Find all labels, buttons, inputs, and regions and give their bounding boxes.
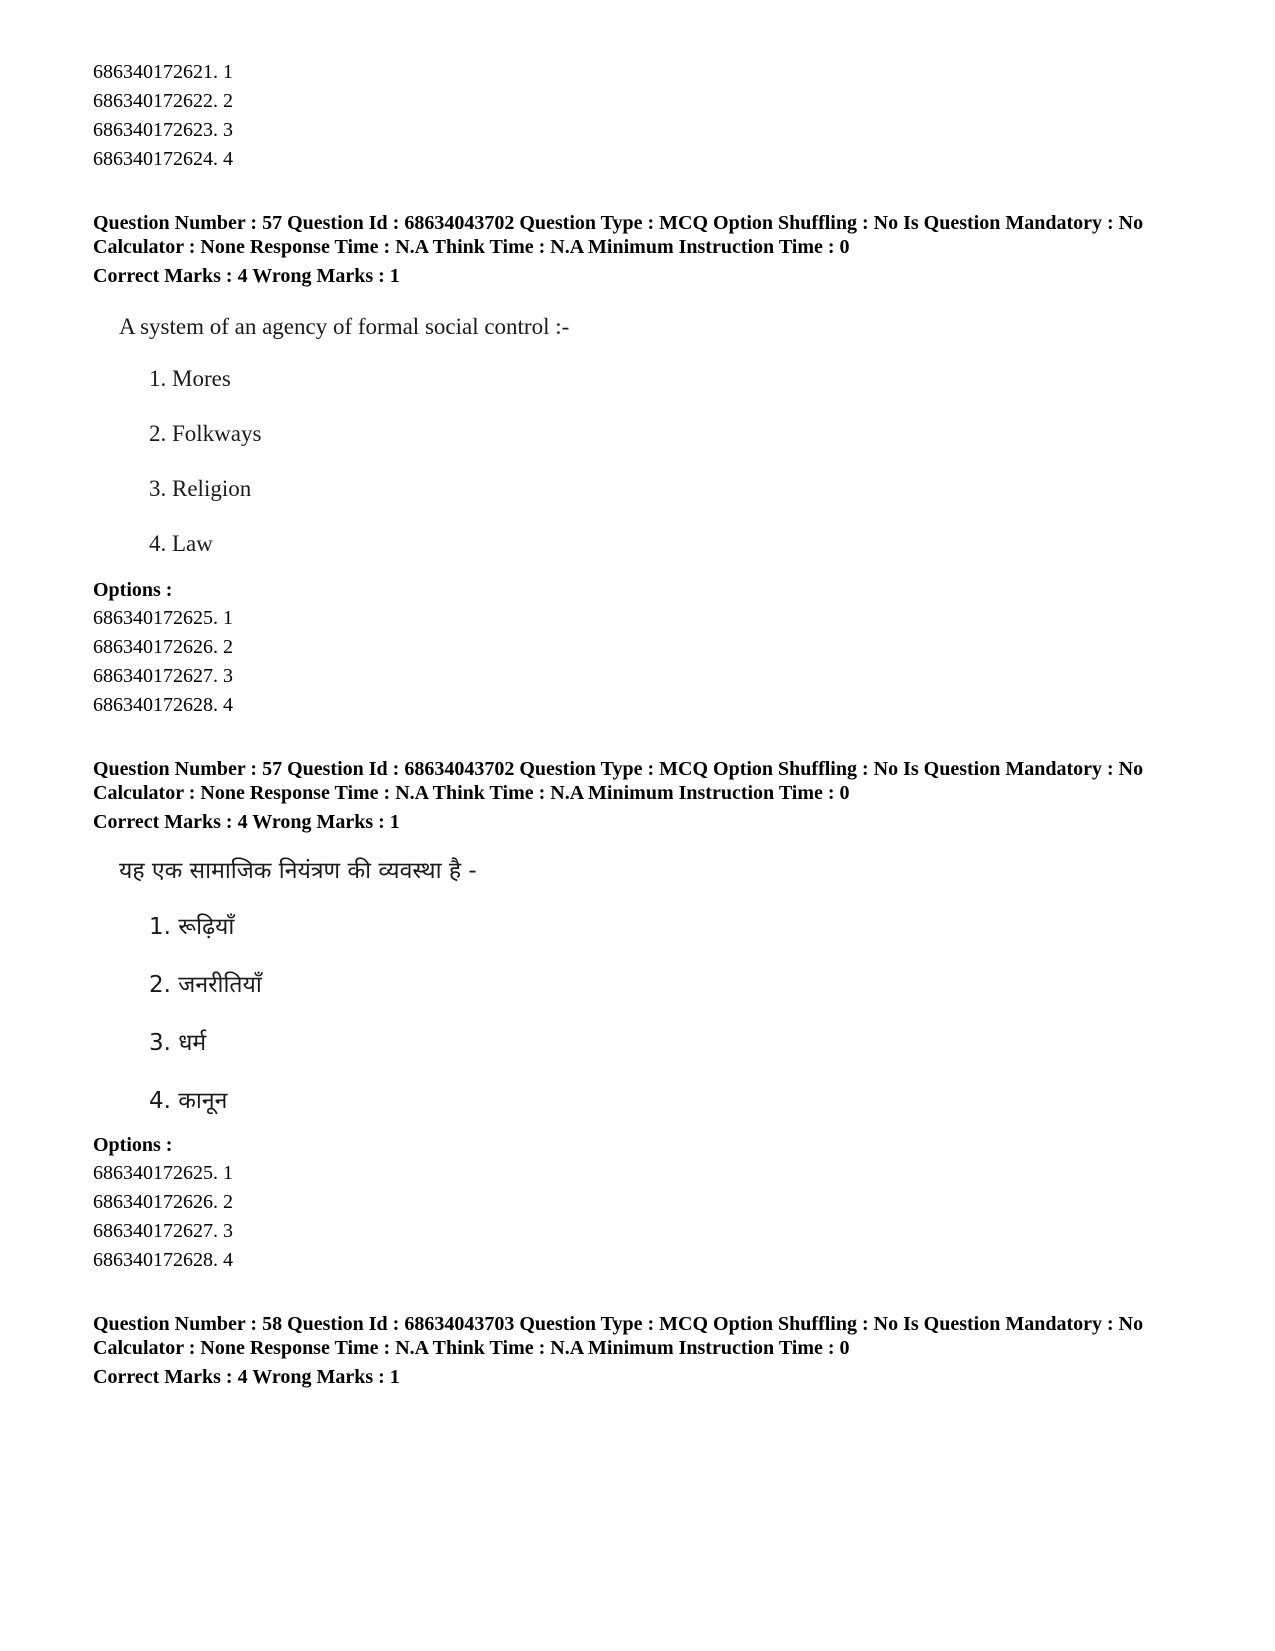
- question-choice: 1. रूढ़ियाँ: [149, 914, 235, 940]
- option-line: 686340172622. 2: [93, 90, 233, 112]
- options-heading: Options :: [93, 1134, 173, 1156]
- question-text: यह एक सामाजिक नियंत्रण की व्यवस्था है -: [119, 858, 477, 884]
- question-header: Question Number : 57 Question Id : 68634043702 Question Type : MCQ Option Shuffling : No Is Question Mandatory : No Calculator : None Response Time : N.A Think Time : N.A Minimum Instruction Time : 0: [93, 212, 1144, 258]
- question-header: Question Number : 57 Question Id : 68634043702 Question Type : MCQ Option Shuffling : No Is Question Mandatory : No Calculator : None Response Time : N.A Think Time : N.A Minimum Instruction Time : 0: [93, 758, 1144, 804]
- question-body: [93, 312, 1193, 559]
- document-page: [93, 58, 1193, 1389]
- option-line: 686340172623. 3: [93, 119, 233, 141]
- previous-options-list: [93, 58, 1193, 174]
- question-choice: 3. धर्म: [149, 1030, 207, 1056]
- question-choice: 3. Religion: [149, 476, 252, 501]
- question-choice: 1. Mores: [149, 366, 231, 391]
- option-line: 686340172626. 2: [93, 1191, 233, 1213]
- question-57-hindi: [93, 757, 1193, 1275]
- options-list: [93, 604, 1193, 720]
- option-line: 686340172628. 4: [93, 1249, 233, 1271]
- options-heading: Options :: [93, 579, 173, 601]
- question-57-english: [93, 211, 1193, 720]
- option-line: 686340172625. 1: [93, 607, 233, 629]
- question-marks: Correct Marks : 4 Wrong Marks : 1: [93, 1366, 400, 1388]
- question-text: A system of an agency of formal social control :-: [119, 314, 570, 339]
- option-line: 686340172621. 1: [93, 61, 233, 83]
- question-choice: 2. Folkways: [149, 421, 262, 446]
- question-58: [93, 1312, 1193, 1389]
- question-choice: 2. जनरीतियाँ: [149, 972, 262, 998]
- question-marks: Correct Marks : 4 Wrong Marks : 1: [93, 811, 400, 833]
- option-line: 686340172625. 1: [93, 1162, 233, 1184]
- option-line: 686340172627. 3: [93, 1220, 233, 1242]
- option-line: 686340172626. 2: [93, 636, 233, 658]
- question-marks: Correct Marks : 4 Wrong Marks : 1: [93, 265, 400, 287]
- option-line: 686340172627. 3: [93, 665, 233, 687]
- options-list: [93, 1159, 1193, 1275]
- question-choices: [119, 910, 1193, 1118]
- option-line: 686340172624. 4: [93, 148, 233, 170]
- question-header: Question Number : 58 Question Id : 68634043703 Question Type : MCQ Option Shuffling : No Is Question Mandatory : No Calculator : None Response Time : N.A Think Time : N.A Minimum Instruction Time : 0: [93, 1313, 1144, 1359]
- question-choice: 4. Law: [149, 531, 213, 556]
- question-choice: 4. कानून: [149, 1088, 228, 1114]
- question-choices: [119, 364, 1193, 559]
- option-line: 686340172628. 4: [93, 694, 233, 716]
- question-body: [93, 854, 1193, 1118]
